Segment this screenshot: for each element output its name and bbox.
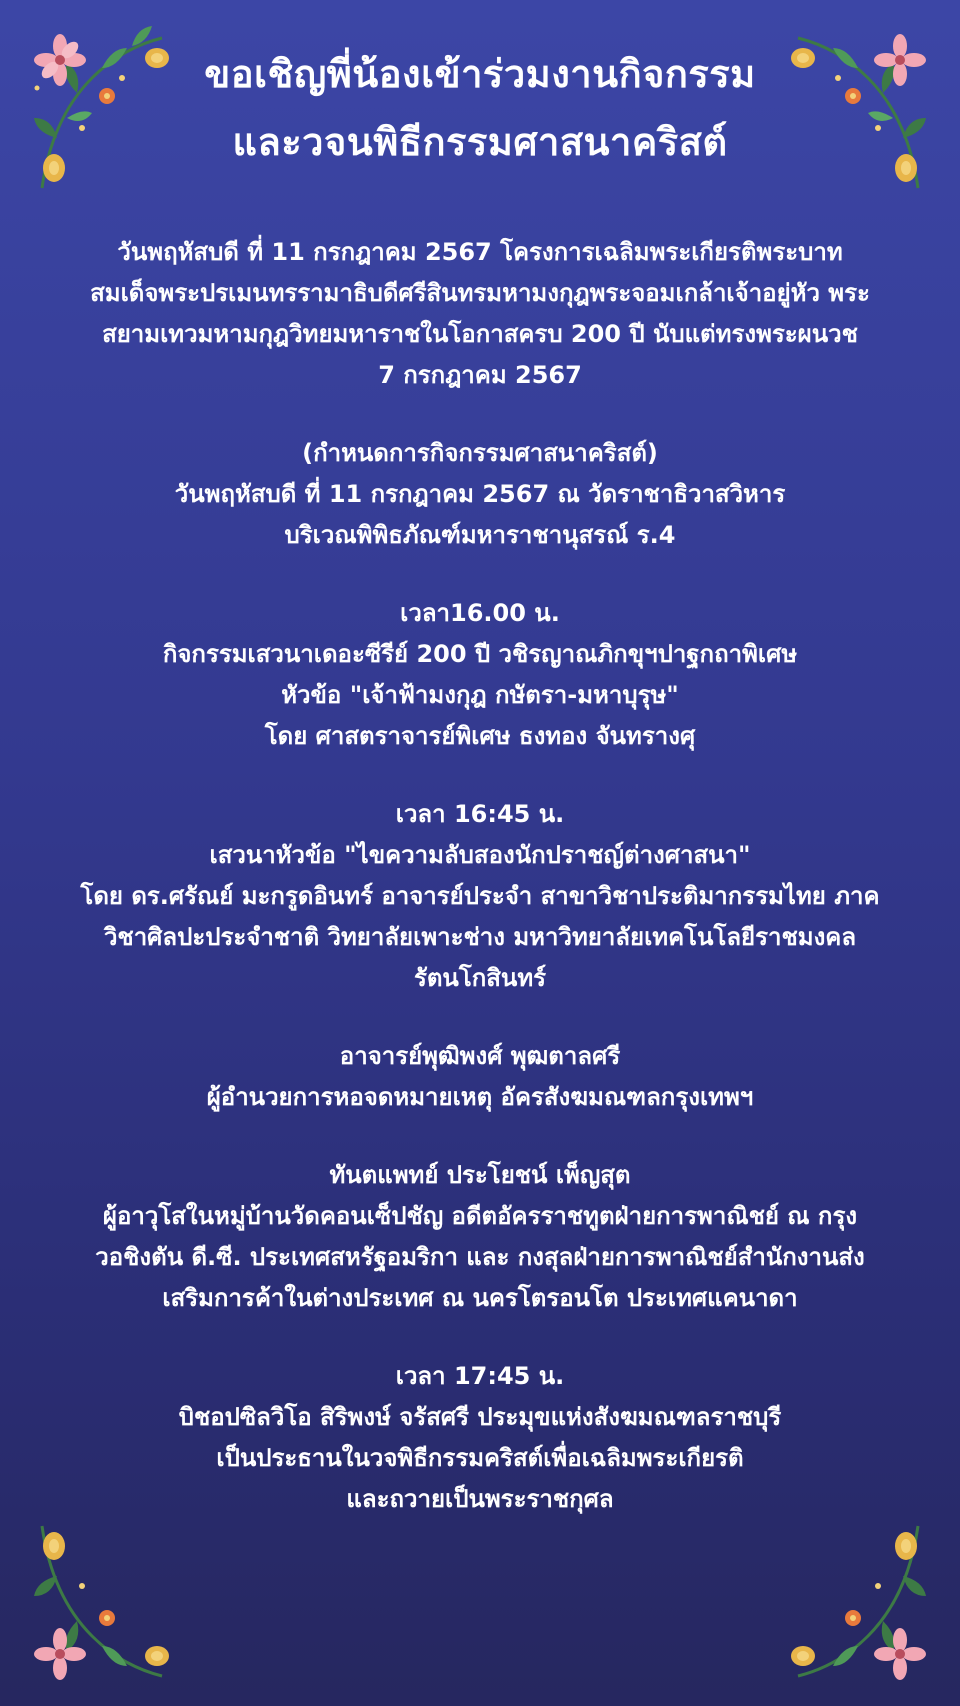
session-line: หัวข้อ "เจ้าฟ้ามงกุฎ กษัตรา-มหาบุรุษ" [281, 681, 679, 709]
speaker-block [40, 1036, 920, 1118]
title-line-1: ขอเชิญพี่น้องเข้าร่วมงานกิจกรรม [204, 52, 756, 96]
session-line: เสวนาหัวข้อ "ไขความลับสองนักปราชญ์ต่างศาสนา" [209, 841, 751, 869]
session-line: และถวายเป็นพระราชกุศล [346, 1485, 614, 1513]
intro-line: สยามเทวมหามกุฎวิทยมหาราชในโอกาสครบ 200 ปี นับแต่ทรงพระผนวช [102, 320, 858, 348]
speaker-name: อาจารย์พุฒิพงศ์ พุฒตาลศรี [339, 1042, 621, 1070]
intro-block [40, 232, 920, 396]
speaker-title: ผู้อำนวยการหอจดหมายเหตุ อัครสังฆมณฑลกรุงเทพฯ [206, 1083, 754, 1111]
speaker-block [40, 1155, 920, 1319]
intro-line: 7 กรกฎาคม 2567 [378, 361, 582, 389]
floral-corner-top-right-icon [788, 18, 938, 198]
floral-corner-bottom-right-icon [788, 1516, 938, 1696]
schedule-line: (กำหนดการกิจกรรมศาสนาคริสต์) [302, 439, 658, 467]
page-title [150, 40, 810, 176]
schedule-line: วันพฤหัสบดี ที่ 11 กรกฎาคม 2567 ณ วัดราชาธิวาสวิหาร [174, 480, 786, 508]
session-1645-block [40, 794, 920, 999]
session-line: โดย ดร.ศรัณย์ มะกรูดอินทร์ อาจารย์ประจำ สาขาวิชาประติมากรรมไทย ภาค [80, 882, 880, 910]
speaker-title: ผู้อาวุโสในหมู่บ้านวัดคอนเซ็ปชัญ อดีตอัครราชทูตฝ่ายการพาณิชย์ ณ กรุง [102, 1202, 858, 1230]
session-time: เวลา 17:45 น. [395, 1362, 565, 1390]
invitation-body [40, 232, 920, 1520]
session-line: บิชอปซิลวิโอ สิริพงษ์ จรัสศรี ประมุขแห่งสังฆมณฑลราชบุรี [178, 1403, 782, 1431]
session-line: รัตนโกสินทร์ [413, 964, 547, 992]
title-line-2: และวจนพิธีกรรมศาสนาคริสต์ [232, 120, 728, 164]
schedule-block [40, 433, 920, 556]
schedule-line: บริเวณพิพิธภัณฑ์มหาราชานุสรณ์ ร.4 [284, 521, 676, 549]
session-line: โดย ศาสตราจารย์พิเศษ ธงทอง จันทรางศุ [264, 722, 696, 750]
speaker-title: วอชิงตัน ดี.ซี. ประเทศสหรัฐอมริกา และ กงสุลฝ่ายการพาณิชย์สำนักงานส่ง [95, 1243, 865, 1271]
speaker-title: เสริมการค้าในต่างประเทศ ณ นครโตรอนโต ประเทศแคนาดา [162, 1284, 798, 1312]
session-line: วิชาศิลปะประจำชาติ วิทยาลัยเพาะช่าง มหาวิทยาลัยเทคโนโลยีราชมงคล [103, 923, 857, 951]
session-line: กิจกรรมเสวนาเดอะซีรีย์ 200 ปี วชิรญาณภิกขุฯปาฐกถาพิเศษ [162, 640, 798, 668]
session-1600-block [40, 593, 920, 757]
session-time: เวลา16.00 น. [400, 599, 560, 627]
session-1745-block [40, 1356, 920, 1520]
intro-line: สมเด็จพระปรเมนทรรามาธิบดีศรีสินทรมหามงกุฎพระจอมเกล้าเจ้าอยู่หัว พระ [90, 279, 870, 307]
session-line: เป็นประธานในวจพิธีกรรมคริสต์เพื่อเฉลิมพระเกียรติ [216, 1444, 744, 1472]
floral-corner-bottom-left-icon [22, 1516, 172, 1696]
intro-line: วันพฤหัสบดี ที่ 11 กรกฎาคม 2567 โครงการเฉลิมพระเกียรติพระบาท [117, 238, 843, 266]
session-time: เวลา 16:45 น. [395, 800, 565, 828]
speaker-name: ทันตแพทย์ ประโยชน์ เพ็ญสุต [329, 1161, 631, 1189]
